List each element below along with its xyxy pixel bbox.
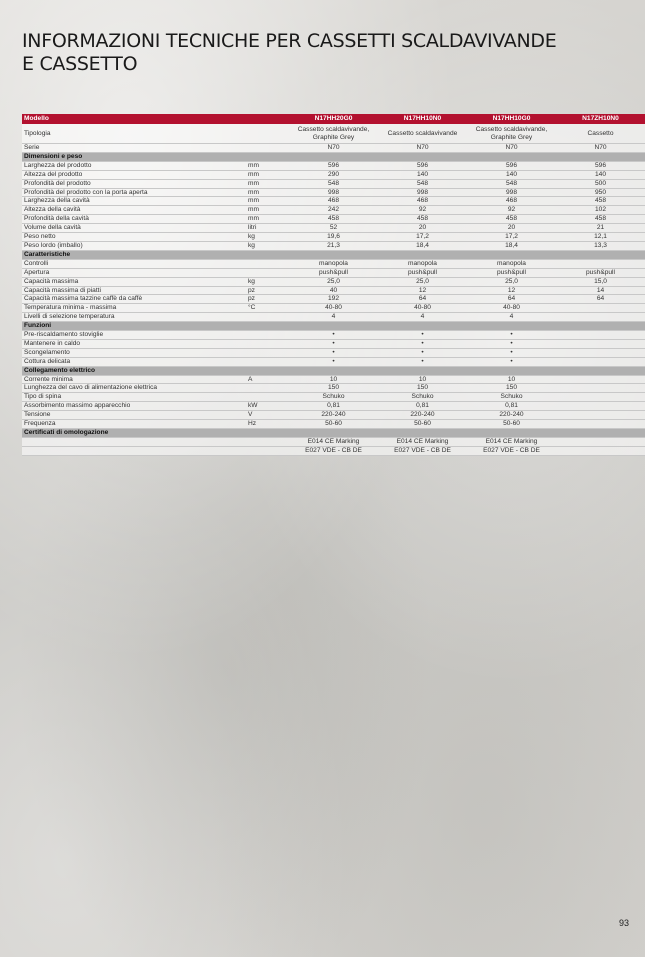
table-row xyxy=(22,161,645,170)
section-row-dimensioni xyxy=(22,152,645,161)
cell-value: 0,81 xyxy=(467,402,556,411)
table-row xyxy=(22,420,645,429)
row-unit xyxy=(246,393,289,402)
cell-value: Cassetto scaldavivande, Graphite Grey xyxy=(467,124,556,144)
cell-value: 18,4 xyxy=(467,241,556,250)
table-row xyxy=(22,286,645,295)
cell-value: 4 xyxy=(378,313,467,322)
cell-value: 15,0 xyxy=(556,277,645,286)
row-label: Controlli xyxy=(22,259,246,268)
row-label: Larghezza del prodotto xyxy=(22,161,246,170)
cell-value: 64 xyxy=(556,295,645,304)
cell-value: 12 xyxy=(378,286,467,295)
cell-value: 150 xyxy=(289,384,378,393)
cell-value: • xyxy=(467,348,556,357)
row-label: Altezza del prodotto xyxy=(22,170,246,179)
cell-value xyxy=(556,393,645,402)
cell-value: N70 xyxy=(556,144,645,153)
cell-value: 998 xyxy=(289,188,378,197)
cell-value: • xyxy=(378,357,467,366)
cell-value: • xyxy=(289,331,378,340)
page-title-line-1: INFORMAZIONI TECNICHE PER CASSETTI SCALDAVIVANDE xyxy=(22,30,557,52)
row-label xyxy=(22,437,246,446)
cell-value: E014 CE Marking xyxy=(289,437,378,446)
cell-value: 468 xyxy=(289,197,378,206)
cell-value: push&pull xyxy=(467,268,556,277)
row-unit: mm xyxy=(246,215,289,224)
cell-value: • xyxy=(467,331,556,340)
cell-value: 548 xyxy=(289,179,378,188)
header-model: N17HH10N0 xyxy=(378,114,467,124)
table-row xyxy=(22,393,645,402)
table-row xyxy=(22,384,645,393)
cell-value xyxy=(556,411,645,420)
table-row xyxy=(22,304,645,313)
table-row xyxy=(22,402,645,411)
header-label: Modello xyxy=(22,114,246,124)
cell-value: 220-240 xyxy=(289,411,378,420)
row-label: Tipologia xyxy=(22,124,246,144)
spec-table xyxy=(22,114,645,456)
cell-value: 10 xyxy=(289,375,378,384)
row-label: Serie xyxy=(22,144,246,153)
cell-value: E027 VDE - CB DE xyxy=(289,446,378,455)
table-row-tipologia xyxy=(22,124,645,144)
cell-value: 25,0 xyxy=(467,277,556,286)
cell-value xyxy=(556,357,645,366)
cell-value: 220-240 xyxy=(467,411,556,420)
cell-value: 12 xyxy=(467,286,556,295)
cell-value: 10 xyxy=(378,375,467,384)
cell-value: 140 xyxy=(556,170,645,179)
table-row xyxy=(22,268,645,277)
cell-value: 50-60 xyxy=(378,420,467,429)
cell-value: 64 xyxy=(467,295,556,304)
table-row xyxy=(22,241,645,250)
cell-value: 192 xyxy=(289,295,378,304)
cell-value xyxy=(556,331,645,340)
row-unit xyxy=(246,339,289,348)
cell-value: 20 xyxy=(378,224,467,233)
row-label: Apertura xyxy=(22,268,246,277)
cell-value: • xyxy=(378,348,467,357)
row-label: Pre-riscaldamento stoviglie xyxy=(22,331,246,340)
row-unit xyxy=(246,124,289,144)
section-row-collegamento xyxy=(22,366,645,375)
cell-value: 458 xyxy=(289,215,378,224)
header-unit xyxy=(246,114,289,124)
cell-value: 102 xyxy=(556,206,645,215)
cell-value: • xyxy=(467,339,556,348)
row-label: Lunghezza del cavo di alimentazione elettrica xyxy=(22,384,246,393)
cell-value: 458 xyxy=(467,215,556,224)
row-label: Profondità del prodotto con la porta aperta xyxy=(22,188,246,197)
row-unit: mm xyxy=(246,206,289,215)
cell-value: 21,3 xyxy=(289,241,378,250)
cell-value: 242 xyxy=(289,206,378,215)
row-label: Frequenza xyxy=(22,420,246,429)
cell-value: 17,2 xyxy=(467,233,556,242)
table-row xyxy=(22,437,645,446)
row-label: Altezza della cavità xyxy=(22,206,246,215)
header-model: N17HH10G0 xyxy=(467,114,556,124)
cell-value: 548 xyxy=(467,179,556,188)
cell-value: Cassetto scaldavivande xyxy=(378,124,467,144)
row-label: Larghezza della cavità xyxy=(22,197,246,206)
cell-value: • xyxy=(378,339,467,348)
row-unit: litri xyxy=(246,224,289,233)
cell-value: 220-240 xyxy=(378,411,467,420)
table-row xyxy=(22,206,645,215)
cell-value xyxy=(556,304,645,313)
table-row xyxy=(22,179,645,188)
cell-value: manopola xyxy=(378,259,467,268)
page-title xyxy=(22,30,622,76)
cell-value: 596 xyxy=(467,161,556,170)
row-label: Peso lordo (imballo) xyxy=(22,241,246,250)
row-unit: A xyxy=(246,375,289,384)
cell-value: 12,1 xyxy=(556,233,645,242)
cell-value xyxy=(556,339,645,348)
cell-value: 548 xyxy=(378,179,467,188)
row-unit xyxy=(246,144,289,153)
table-row xyxy=(22,215,645,224)
cell-value: • xyxy=(289,357,378,366)
cell-value: manopola xyxy=(467,259,556,268)
cell-value: E027 VDE - CB DE xyxy=(467,446,556,455)
section-row-certificati xyxy=(22,429,645,438)
cell-value: Schuko xyxy=(467,393,556,402)
cell-value: 14 xyxy=(556,286,645,295)
section-row-caratteristiche xyxy=(22,250,645,259)
table-row xyxy=(22,188,645,197)
table-row xyxy=(22,339,645,348)
section-title: Certificati di omologazione xyxy=(22,429,645,438)
row-label: Cottura delicata xyxy=(22,357,246,366)
cell-value: 20 xyxy=(467,224,556,233)
table-row xyxy=(22,348,645,357)
cell-value: 21 xyxy=(556,224,645,233)
cell-value xyxy=(556,446,645,455)
table-header-row xyxy=(22,114,645,124)
row-unit: kW xyxy=(246,402,289,411)
table-row xyxy=(22,375,645,384)
row-unit xyxy=(246,357,289,366)
cell-value: 10 xyxy=(467,375,556,384)
cell-value: 13,3 xyxy=(556,241,645,250)
row-unit: mm xyxy=(246,197,289,206)
cell-value xyxy=(556,402,645,411)
row-unit: pz xyxy=(246,286,289,295)
header-model: N17HH20G0 xyxy=(289,114,378,124)
row-unit xyxy=(246,446,289,455)
row-label: Tipo di spina xyxy=(22,393,246,402)
cell-value: 458 xyxy=(378,215,467,224)
row-unit xyxy=(246,348,289,357)
row-unit: V xyxy=(246,411,289,420)
spec-table-body xyxy=(22,114,645,455)
row-label: Profondità della cavità xyxy=(22,215,246,224)
cell-value: 40-80 xyxy=(289,304,378,313)
row-label xyxy=(22,446,246,455)
cell-value: 468 xyxy=(467,197,556,206)
row-label: Mantenere in caldo xyxy=(22,339,246,348)
cell-value: 40-80 xyxy=(378,304,467,313)
row-label: Scongelamento xyxy=(22,348,246,357)
row-unit: mm xyxy=(246,161,289,170)
row-unit xyxy=(246,384,289,393)
table-row xyxy=(22,277,645,286)
cell-value: • xyxy=(378,331,467,340)
cell-value: 290 xyxy=(289,170,378,179)
cell-value xyxy=(556,437,645,446)
row-label: Corrente minima xyxy=(22,375,246,384)
row-label: Assorbimento massimo apparecchio xyxy=(22,402,246,411)
row-label: Capacità massima di piatti xyxy=(22,286,246,295)
section-row-funzioni xyxy=(22,322,645,331)
cell-value: 500 xyxy=(556,179,645,188)
row-unit: pz xyxy=(246,295,289,304)
row-label: Livelli di selezione temperatura xyxy=(22,313,246,322)
cell-value: 0,81 xyxy=(378,402,467,411)
page-title-line-2: E CASSETTO xyxy=(22,53,138,75)
table-row-serie xyxy=(22,144,645,153)
table-row xyxy=(22,295,645,304)
cell-value: 458 xyxy=(556,197,645,206)
table-row xyxy=(22,224,645,233)
section-title: Caratteristiche xyxy=(22,250,645,259)
row-label: Capacità massima xyxy=(22,277,246,286)
table-row xyxy=(22,357,645,366)
table-row xyxy=(22,197,645,206)
cell-value: 40-80 xyxy=(467,304,556,313)
cell-value xyxy=(556,313,645,322)
row-unit: °C xyxy=(246,304,289,313)
cell-value: 596 xyxy=(289,161,378,170)
cell-value: E027 VDE - CB DE xyxy=(378,446,467,455)
cell-value: • xyxy=(289,348,378,357)
cell-value: 52 xyxy=(289,224,378,233)
cell-value xyxy=(556,384,645,393)
cell-value: push&pull xyxy=(378,268,467,277)
row-unit: mm xyxy=(246,170,289,179)
cell-value: 596 xyxy=(556,161,645,170)
cell-value: 150 xyxy=(467,384,556,393)
cell-value: Cassetto xyxy=(556,124,645,144)
table-row xyxy=(22,313,645,322)
row-label: Capacità massima tazzine caffè da caffè xyxy=(22,295,246,304)
row-label: Temperatura minima - massima xyxy=(22,304,246,313)
cell-value: • xyxy=(289,339,378,348)
cell-value: N70 xyxy=(289,144,378,153)
cell-value: push&pull xyxy=(556,268,645,277)
table-row xyxy=(22,170,645,179)
cell-value: 64 xyxy=(378,295,467,304)
section-title: Dimensioni e peso xyxy=(22,152,645,161)
cell-value: 50-60 xyxy=(467,420,556,429)
cell-value xyxy=(556,375,645,384)
table-row xyxy=(22,331,645,340)
row-unit xyxy=(246,331,289,340)
row-label: Peso netto xyxy=(22,233,246,242)
cell-value: 17,2 xyxy=(378,233,467,242)
cell-value xyxy=(556,259,645,268)
row-unit: kg xyxy=(246,277,289,286)
cell-value: push&pull xyxy=(289,268,378,277)
cell-value: N70 xyxy=(467,144,556,153)
page-number: 93 xyxy=(618,918,629,928)
cell-value: 4 xyxy=(289,313,378,322)
cell-value: 140 xyxy=(467,170,556,179)
row-unit: mm xyxy=(246,179,289,188)
row-label: Volume della cavità xyxy=(22,224,246,233)
cell-value: 40 xyxy=(289,286,378,295)
cell-value: Cassetto scaldavivande, Graphite Grey xyxy=(289,124,378,144)
section-title: Collegamento elettrico xyxy=(22,366,645,375)
row-unit: kg xyxy=(246,233,289,242)
cell-value xyxy=(556,420,645,429)
cell-value: 50-60 xyxy=(289,420,378,429)
row-unit: kg xyxy=(246,241,289,250)
cell-value: E014 CE Marking xyxy=(467,437,556,446)
cell-value: 0,81 xyxy=(289,402,378,411)
cell-value: Schuko xyxy=(289,393,378,402)
cell-value: 458 xyxy=(556,215,645,224)
table-row xyxy=(22,446,645,455)
table-row xyxy=(22,411,645,420)
cell-value: 998 xyxy=(467,188,556,197)
cell-value: 92 xyxy=(467,206,556,215)
table-row xyxy=(22,259,645,268)
cell-value: 998 xyxy=(378,188,467,197)
cell-value: 596 xyxy=(378,161,467,170)
cell-value: 25,0 xyxy=(378,277,467,286)
row-unit xyxy=(246,313,289,322)
row-unit xyxy=(246,259,289,268)
table-row xyxy=(22,233,645,242)
header-model: N17ZH10N0 xyxy=(556,114,645,124)
row-unit xyxy=(246,268,289,277)
cell-value: • xyxy=(467,357,556,366)
cell-value: 468 xyxy=(378,197,467,206)
row-label: Tensione xyxy=(22,411,246,420)
cell-value: 25,0 xyxy=(289,277,378,286)
cell-value: E014 CE Marking xyxy=(378,437,467,446)
cell-value: manopola xyxy=(289,259,378,268)
cell-value: 18,4 xyxy=(378,241,467,250)
cell-value: 950 xyxy=(556,188,645,197)
cell-value xyxy=(556,348,645,357)
cell-value: 4 xyxy=(467,313,556,322)
cell-value: 92 xyxy=(378,206,467,215)
cell-value: 19,6 xyxy=(289,233,378,242)
cell-value: 150 xyxy=(378,384,467,393)
row-unit: Hz xyxy=(246,420,289,429)
section-title: Funzioni xyxy=(22,322,645,331)
cell-value: 140 xyxy=(378,170,467,179)
row-unit xyxy=(246,437,289,446)
cell-value: Schuko xyxy=(378,393,467,402)
row-label: Profondità del prodotto xyxy=(22,179,246,188)
row-unit: mm xyxy=(246,188,289,197)
cell-value: N70 xyxy=(378,144,467,153)
